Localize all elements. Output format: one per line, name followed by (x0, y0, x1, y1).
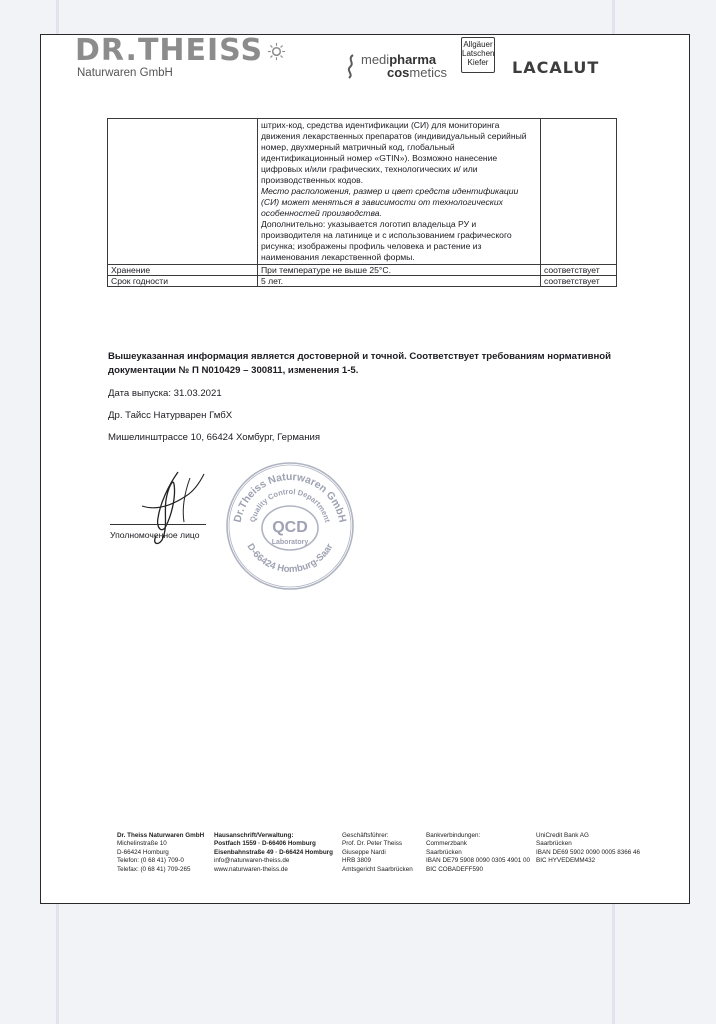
footer-bank-1 (426, 832, 530, 874)
allgauer-logo (461, 37, 495, 73)
footer-line: Prof. Dr. Peter Theiss (342, 840, 403, 848)
footer-line: HRB 3809 (342, 857, 372, 865)
footer-line: Hausanschrift/Verwaltung: (214, 832, 294, 839)
allgauer-line: Latschen (462, 49, 495, 58)
statement-line: документации № П N010429 – 300811, изменения 1-5. (108, 365, 359, 376)
footer-line: Michelinstraße 10 (117, 840, 167, 848)
drtheiss-subtitle: Naturwaren GmbH (77, 67, 173, 79)
footer-line: Postfach 1559 · D-66406 Homburg (214, 840, 316, 848)
allgauer-line: Kiefer (467, 58, 489, 67)
statement-line: Вышеуказанная информация является достоверной и точной. Соответствует требованиям нормативной (108, 351, 612, 362)
sun-icon (267, 42, 286, 61)
description-line: движения лекарственных препаратов (индивидуальный серийный (261, 131, 527, 141)
company-name: Др. Тайсс Натурварен ГмбХ (108, 410, 233, 421)
footer-line: Telefax: (0 68 41) 709-265 (117, 865, 191, 873)
requirement-cell: 5 лет. (258, 276, 541, 287)
parameter-cell: Хранение (108, 265, 258, 276)
result-cell: соответствует (541, 265, 617, 276)
table-cell (108, 119, 258, 265)
table-cell (541, 119, 617, 265)
issue-date: Дата выпуска: 31.03.2021 (108, 388, 222, 399)
footer-line: Dr. Theiss Naturwaren GmbH (117, 832, 205, 839)
footer-line: BIC COBADEFF590 (426, 865, 484, 873)
stamp-center-text: QCD (272, 519, 308, 536)
footer-line: D-66424 Homburg (117, 848, 169, 856)
footer-email: info@naturwaren-theiss.de (214, 857, 290, 865)
lacalut-logo: LACALUT (512, 58, 600, 77)
footer-website: www.naturwaren-theiss.de (214, 865, 288, 873)
additional-line: производителя на латинице и с использованием графического (261, 230, 512, 240)
footer-line: Geschäftsführer: (342, 832, 389, 839)
signatory-label: Уполномоченное лицо (110, 530, 200, 540)
signature-line (110, 524, 206, 525)
specification-table (107, 118, 617, 287)
italic-note-line: (СИ) может меняться в зависимости от технологических (261, 197, 503, 207)
table-row (108, 119, 617, 265)
additional-line: Дополнительно: указывается логотип владельца РУ и (261, 219, 477, 229)
footer-line: Commerzbank (426, 840, 467, 848)
footer-line: Bankverbindungen: (426, 832, 481, 839)
footer-line: Giuseppe Nardi (342, 848, 386, 856)
allgauer-line: Allgäuer (463, 40, 493, 49)
compliance-statement (108, 350, 611, 378)
footer-management (342, 832, 413, 874)
italic-note-line: особенностей производства. (261, 208, 382, 218)
footer-line: Eisenbahnstraße 49 · D-66424 Homburg (214, 848, 333, 856)
quality-control-stamp (224, 460, 356, 592)
description-line: идентификационный номер «GTIN»). Возможно нанесение (261, 153, 498, 163)
footer-address (214, 832, 333, 874)
footer-line: Telefon: (0 68 41) 709-0 (117, 857, 184, 865)
cosmetics-rest: metics (409, 65, 447, 80)
italic-note-line: Место расположения, размер и цвет средств идентификации (261, 186, 519, 196)
stamp-bottom-text: D-66424 Homburg-Saar (244, 541, 336, 576)
footer-bank-2 (536, 832, 640, 866)
description-line: штрих-код, средства идентификации (СИ) для мониторинга (261, 120, 500, 130)
footer-line: IBAN DE79 5908 0090 0305 4901 00 (426, 857, 530, 865)
footer-line: UniCredit Bank AG (536, 832, 589, 839)
footer-line: Saarbrücken (426, 848, 462, 856)
description-cell (258, 119, 541, 265)
table-row-storage (108, 265, 617, 276)
description-line: цифровых и/или графических, технологических и/ или (261, 164, 478, 174)
medipharma-bold: pharma (389, 52, 437, 67)
footer-line: IBAN DE69 5902 0090 0005 8366 46 (536, 848, 640, 856)
footer-line: BIC HYVEDEMM432 (536, 857, 596, 865)
stamp-center-subtext: Laboratory (271, 539, 309, 546)
additional-line: наименования лекарственной формы. (261, 252, 415, 262)
cosmetics-bold: cos (387, 65, 410, 80)
medipharma-prefix: medi (361, 52, 390, 67)
stamp-inner-text: Quality Control Department (247, 486, 333, 524)
drtheiss-brand: DR.THEISS (75, 33, 264, 68)
footer-line: Amtsgericht Saarbrücken (342, 865, 413, 873)
description-line: производственных кодов. (261, 175, 364, 185)
additional-line: рисунка; изображены профиль человека и растение из (261, 241, 482, 251)
wave-icon (347, 54, 355, 79)
footer-company (117, 832, 204, 874)
company-address: Мишелинштрассе 10, 66424 Хомбург, Германия (108, 432, 321, 443)
stamp-top-text: Dr.Theiss Naturwaren GmbH (231, 470, 349, 524)
footer-line: Saarbrücken (536, 840, 572, 848)
medipharma-logo (347, 51, 449, 81)
result-cell: соответствует (541, 276, 617, 287)
table-row-shelf-life (108, 276, 617, 287)
drtheiss-logo (75, 33, 286, 79)
description-line: номер, двухмерный матричный код, глобальный (261, 142, 455, 152)
requirement-cell: При температуре не выше 25°С. (258, 265, 541, 276)
parameter-cell: Срок годности (108, 276, 258, 287)
